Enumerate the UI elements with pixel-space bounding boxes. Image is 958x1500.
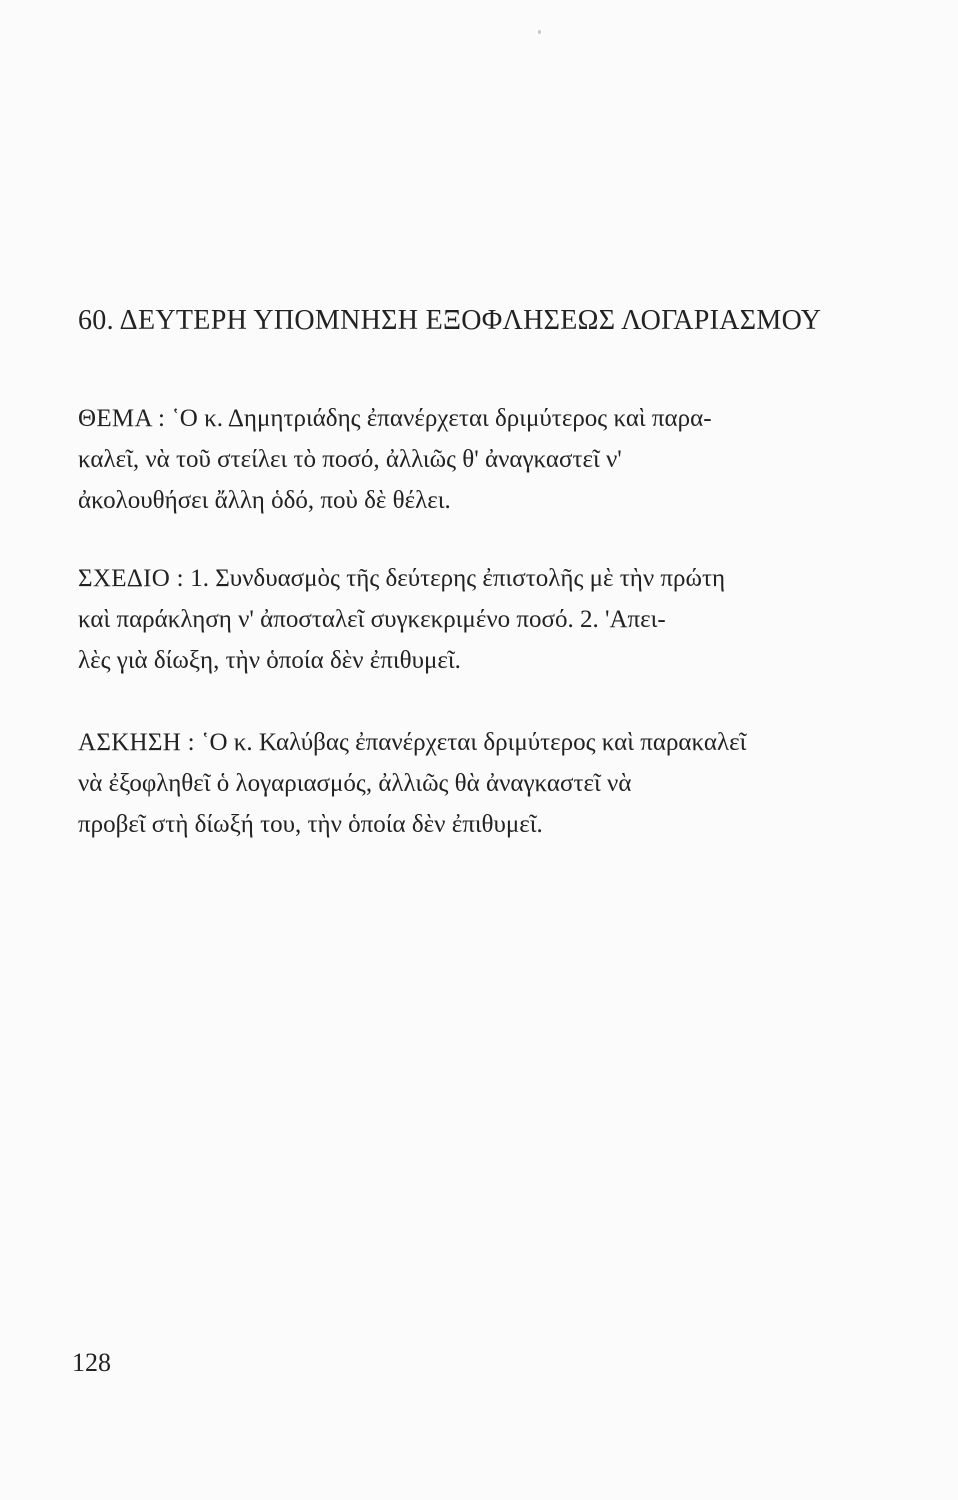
plan-text-line-2: καὶ παράκληση ν' ἀποσταλεῖ συγκεκριμένο ποσό. 2. 'Απει- bbox=[78, 606, 666, 633]
exercise-text-line-1: ῾Ο κ. Καλύβας ἐπανέρχεται δριμύτερος καὶ παρακαλεῖ bbox=[201, 729, 747, 756]
theme-text-line-3: ἀκολουθήσει ἄλλη ὁδό, ποὺ δὲ θέλει. bbox=[78, 487, 451, 514]
plan-label: ΣΧΕΔΙΟ : bbox=[78, 565, 184, 592]
theme-label: ΘΕΜΑ : bbox=[78, 405, 166, 432]
plan-section bbox=[78, 558, 725, 681]
theme-section bbox=[78, 398, 712, 521]
exercise-text-line-3: προβεῖ στὴ δίωξή του, τὴν ὁποία δὲν ἐπιθυμεῖ. bbox=[78, 811, 543, 838]
section-heading: 60. ΔΕΥΤΕΡΗ ΥΠΟΜΝΗΣΗ ΕΞΟΦΛΗΣΕΩΣ ΛΟΓΑΡΙΑΣΜΟΥ bbox=[78, 305, 822, 336]
exercise-label: ΑΣΚΗΣΗ : bbox=[78, 729, 195, 756]
theme-text-line-2: καλεῖ, νὰ τοῦ στείλει τὸ ποσό, ἀλλιῶς θ' ἀναγκαστεῖ ν' bbox=[78, 446, 622, 473]
theme-text-line-1: ῾Ο κ. Δημητριάδης ἐπανέρχεται δριμύτερος καὶ παρα- bbox=[171, 405, 712, 432]
plan-text-line-1: 1. Συνδυασμὸς τῆς δεύτερης ἐπιστολῆς μὲ τὴν πρώτη bbox=[190, 565, 726, 592]
exercise-text-line-2: νὰ ἐξοφληθεῖ ὁ λογαριασμός, ἀλλιῶς θὰ ἀναγκαστεῖ νὰ bbox=[78, 770, 632, 797]
plan-text-line-3: λὲς γιὰ δίωξη, τὴν ὁποία δὲν ἐπιθυμεῖ. bbox=[78, 647, 461, 674]
paper-speck bbox=[538, 30, 541, 34]
plan-first-line bbox=[78, 558, 725, 599]
page-number: 128 bbox=[72, 1348, 111, 1377]
exercise-section bbox=[78, 722, 746, 845]
exercise-first-line bbox=[78, 722, 746, 763]
theme-first-line bbox=[78, 398, 712, 439]
